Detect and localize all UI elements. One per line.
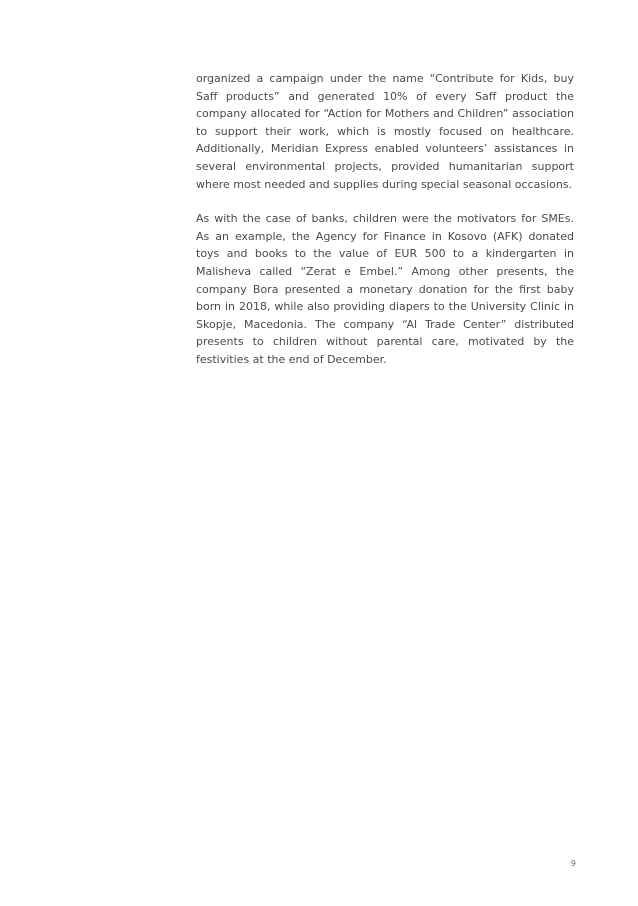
paragraph-2: As with the case of banks, children were the motivators for SMEs. As an example, the Agency for Finance in Kosovo (AFK) donated toys and books to the value of EUR 500 to a kindergarten in Malisheva called “Zerat e Embel.” Among other presents, the company Bora presented a monetary donation for the first baby born in 2018, while also providing diapers to the University Clinic in Skopje, Macedonia. The company “Al Trade Center” distributed presents to children without parental care, motivated by the festivities at the end of December. [196,212,574,366]
page-number: 9 [570,859,576,868]
paragraph-1: organized a campaign under the name “Contribute for Kids, buy Saff products” and generated 10% of every Saff product the company allocated for “Action for Mothers and Children” association to support their work, which is mostly focused on healthcare. Additionally, Meridian Express enabled volunteers’ assistances in several environmental projects, provided humanitarian support where most needed and supplies during special seasonal occasions. [196,72,574,191]
body-text [196,70,574,386]
